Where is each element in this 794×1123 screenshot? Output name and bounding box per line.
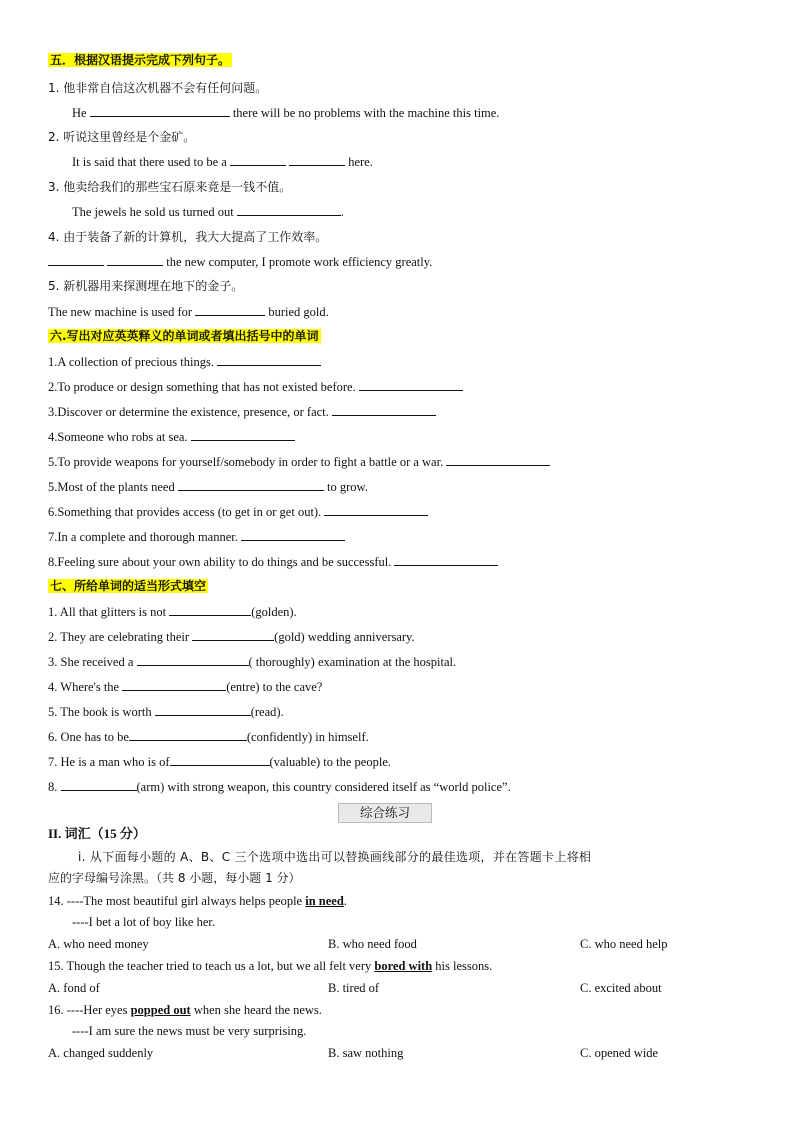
answer-blank[interactable] [192, 628, 274, 641]
q16-stem: 16. ----Her eyes popped out when she heard the news. [48, 1003, 322, 1017]
q7-item: 5. The book is worth (read). [48, 705, 284, 719]
q7-item: 3. She received a ( thoroughly) examination at the hospital. [48, 655, 457, 669]
q6-item: 6.Something that provides access (to get in or get out). [48, 503, 428, 520]
answer-blank[interactable] [195, 303, 265, 316]
answer-blank[interactable] [237, 203, 341, 216]
q5-5-english: The new machine is used for buried gold. [48, 305, 329, 319]
q14-stem: 14. ----The most beautiful girl always helps people in need. [48, 894, 347, 908]
answer-blank[interactable] [289, 153, 345, 166]
answer-blank[interactable] [230, 153, 286, 166]
q7-item: 8. (arm) with strong weapon, this country considered itself as “world police”. [48, 780, 511, 794]
q6-item: 7.In a complete and thorough manner. [48, 528, 345, 545]
answer-blank[interactable] [178, 478, 324, 491]
answer-blank[interactable] [332, 403, 436, 416]
answer-blank[interactable] [359, 378, 463, 391]
q6-item: 4.Someone who robs at sea. [48, 428, 295, 445]
q6-item: 2.To produce or design something that has not existed before. [48, 378, 463, 395]
option-c[interactable]: C. excited about [580, 981, 662, 995]
answer-blank[interactable] [169, 603, 251, 616]
q16-line2: ----I am sure the news must be very surprising. [72, 1024, 307, 1038]
q5-1-english: He there will be no problems with the machine this time. [72, 106, 500, 120]
section7-title: 七、所给单词的适当形式填空 [50, 579, 207, 593]
option-a[interactable]: A. fond of [48, 981, 100, 995]
section6-title: 六.写出对应英英释义的单词或者填出括号中的单词 [50, 329, 319, 343]
answer-blank[interactable] [191, 428, 295, 441]
answer-blank[interactable] [170, 753, 270, 766]
answer-blank[interactable] [107, 253, 163, 266]
q5-2-chinese: 2. 听说这里曾经是个金矿。 [48, 130, 196, 144]
q5-1-chinese: 1. 他非常自信这次机器不会有任何问题。 [48, 81, 268, 95]
option-c[interactable]: C. who need help [580, 937, 668, 951]
option-b[interactable]: B. saw nothing [328, 1046, 404, 1060]
answer-blank[interactable] [122, 678, 226, 691]
answer-blank[interactable] [155, 703, 251, 716]
q7-item: 7. He is a man who is of (valuable) to the people. [48, 755, 391, 769]
answer-blank[interactable] [61, 778, 137, 791]
option-a[interactable]: A. changed suddenly [48, 1046, 154, 1060]
answer-blank[interactable] [394, 553, 498, 566]
answer-blank[interactable] [217, 353, 321, 366]
option-b[interactable]: B. who need food [328, 937, 417, 951]
q5-3-chinese: 3. 他卖给我们的那些宝石原来竟是一钱不值。 [48, 180, 292, 194]
q6-item: 8.Feeling sure about your own ability to do things and be successful. [48, 553, 498, 570]
answer-blank[interactable] [90, 104, 230, 117]
q5-4-chinese: 4. 由于装备了新的计算机，我大大提高了工作效率。 [48, 230, 328, 244]
answer-blank[interactable] [48, 253, 104, 266]
comprehensive-practice-label: 综合练习 [338, 803, 432, 823]
option-a[interactable]: A. who need money [48, 937, 149, 951]
answer-blank[interactable] [241, 528, 345, 541]
q6-item: 1.A collection of precious things. [48, 353, 321, 370]
answer-blank[interactable] [446, 453, 550, 466]
q7-item: 6. One has to be (confidently) in himself. [48, 730, 369, 744]
answer-blank[interactable] [137, 653, 249, 666]
option-c[interactable]: C. opened wide [580, 1046, 659, 1060]
q6-item: 5.To provide weapons for yourself/somebody in order to fight a battle or a war. [48, 453, 550, 470]
answer-blank[interactable] [129, 728, 247, 741]
q6-item: 5.Most of the plants need to grow. [48, 480, 368, 494]
section5-title: 五．根据汉语提示完成下列句子。 [50, 53, 231, 67]
instruction-line2: 应的字母编号涂黑。（共 8 小题，每小题 1 分） [48, 871, 301, 885]
q7-item: 2. They are celebrating their (gold) wedding anniversary. [48, 630, 415, 644]
q5-5-chinese: 5. 新机器用来探测埋在地下的金子。 [48, 279, 244, 293]
option-b[interactable]: B. tired of [328, 981, 380, 995]
vocab-heading: II. 词汇（15 分） [48, 826, 146, 841]
q7-item: 1. All that glitters is not (golden). [48, 605, 297, 619]
instruction-line1: i. 从下面每小题的 A、B、C 三个选项中选出可以替换画线部分的最佳选项，并在答题卡上将相 [78, 850, 592, 864]
q5-2-english: It is said that there used to be a here. [72, 155, 373, 169]
q7-item: 4. Where's the (entre) to the cave? [48, 680, 323, 694]
q15-stem: 15. Though the teacher tried to teach us a lot, but we all felt very bored with his lessons. [48, 959, 493, 973]
answer-blank[interactable] [324, 503, 428, 516]
q6-item: 3.Discover or determine the existence, presence, or fact. [48, 403, 436, 420]
q5-3-english: The jewels he sold us turned out . [72, 205, 345, 219]
q5-4-english: the new computer, I promote work efficiency greatly. [48, 253, 432, 270]
q14-line2: ----I bet a lot of boy like her. [72, 915, 216, 929]
